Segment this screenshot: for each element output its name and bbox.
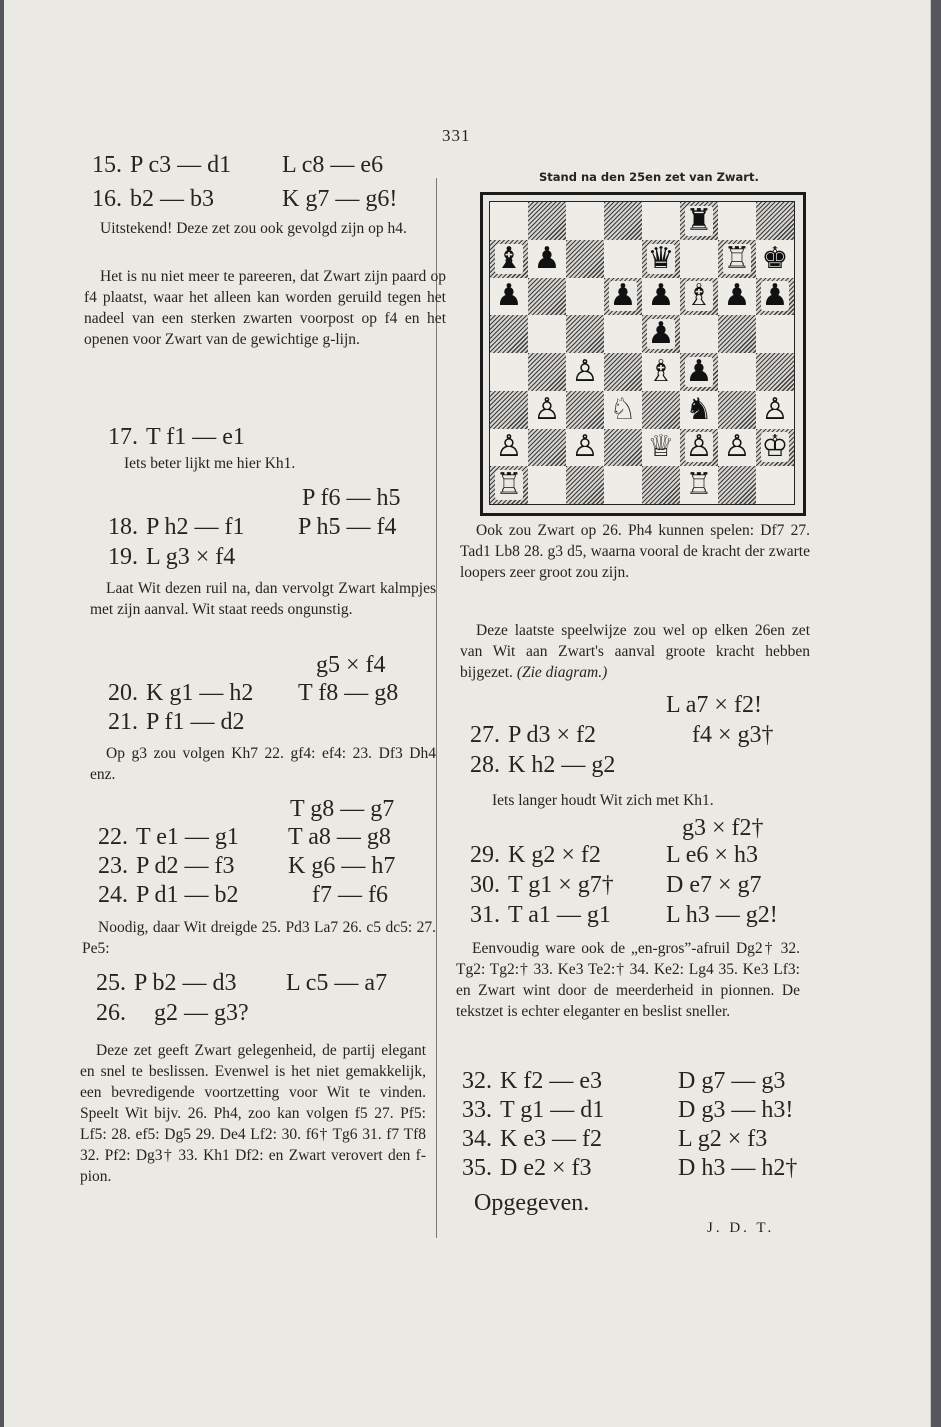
white-move: P d1 — b2: [136, 882, 239, 908]
white-move: D e2 × f3: [500, 1155, 592, 1181]
annotation-paragraph: Uitstekend! Deze zet zou ook gevolgd zijn op h4.: [100, 220, 407, 237]
white-move: L g3 × f4: [146, 544, 236, 570]
square-b6: [528, 278, 566, 316]
chess-piece: ♙: [571, 430, 599, 464]
square-a5: [490, 315, 528, 353]
square-f1: [680, 466, 718, 504]
square-d3: [604, 391, 642, 429]
book-page: [4, 0, 931, 1427]
square-d1: [604, 466, 642, 504]
white-move: T a1 — g1: [508, 902, 611, 928]
move-number: 19.: [108, 544, 138, 570]
square-g7: [718, 240, 756, 278]
chess-piece: ♟: [685, 354, 713, 388]
square-g6: [718, 278, 756, 316]
move-24: [98, 882, 388, 909]
square-c6: [566, 278, 604, 316]
square-b3: [528, 391, 566, 429]
move-number: 32.: [462, 1068, 492, 1094]
chess-piece: ♙: [533, 392, 561, 426]
move-32: [462, 1068, 785, 1095]
square-a2: [490, 429, 528, 467]
chess-piece: ♚: [761, 241, 789, 275]
square-a7: [490, 240, 528, 278]
square-g3: [718, 391, 756, 429]
chess-piece: ♟: [723, 279, 751, 313]
move-number: 27.: [470, 722, 500, 748]
move-number: 17.: [108, 424, 138, 450]
white-move: P f1 — d2: [146, 709, 245, 735]
chess-piece: ♞: [685, 392, 713, 426]
chess-piece: ♗: [685, 279, 713, 313]
move-number: 28.: [470, 752, 500, 778]
square-e8: [642, 202, 680, 240]
move-number: 30.: [470, 872, 500, 898]
square-h2: [756, 429, 794, 467]
white-move: K g2 × f2: [508, 842, 601, 868]
move-number: 24.: [98, 882, 128, 908]
move-number: 31.: [470, 902, 500, 928]
black-move-21: T g8 — g7: [290, 796, 395, 822]
square-h6: [756, 278, 794, 316]
white-move: b2 — b3: [130, 186, 214, 212]
black-move: D g3 — h3!: [678, 1097, 794, 1123]
move-28: [470, 752, 660, 779]
black-move-28: g3 × f2†: [682, 815, 764, 841]
square-d2: [604, 429, 642, 467]
square-c2: [566, 429, 604, 467]
chess-piece: ♟: [647, 317, 675, 351]
square-f7: [680, 240, 718, 278]
square-e7: [642, 240, 680, 278]
black-move: T a8 — g8: [288, 824, 391, 850]
white-move: K h2 — g2: [508, 752, 616, 778]
square-a1: [490, 466, 528, 504]
move-number: 25.: [96, 970, 126, 996]
annotation-paragraph: Laat Wit dezen ruil na, dan vervolgt Zwart kalmpjes met zijn aanval. Wit staat reeds ongunstig.: [90, 580, 436, 618]
square-d4: [604, 353, 642, 391]
square-c7: [566, 240, 604, 278]
chess-piece: ♙: [761, 392, 789, 426]
move-22: [98, 824, 391, 851]
square-b4: [528, 353, 566, 391]
black-move-17: P f6 — h5: [302, 485, 401, 511]
move-number: 21.: [108, 709, 138, 735]
black-move: K g6 — h7: [288, 853, 396, 879]
move-21: [108, 709, 298, 736]
white-move: K e3 — f2: [500, 1126, 602, 1152]
square-g5: [718, 315, 756, 353]
chess-piece: ♙: [495, 430, 523, 464]
move-18: [108, 514, 396, 541]
annotation-paragraph: Eenvoudig ware ook de „en-gros”-afruil Dg2† 32. Tg2: Tg2:† 33. Ke3 Te2:† 34. Ke2: Lg4 35. Ke3 Lf3: en Zwart wint door de meerderheid in pionnen. De tekstzet is echter eleganter en beslist sneller.: [456, 940, 800, 1020]
page-number: 331: [442, 126, 471, 145]
chess-piece: ♕: [647, 430, 675, 464]
black-move: L c8 — e6: [282, 152, 384, 178]
white-move: K g1 — h2: [146, 680, 254, 706]
square-e6: [642, 278, 680, 316]
white-move: P d3 × f2: [508, 722, 596, 748]
chess-piece: ♘: [609, 392, 637, 426]
chess-piece: ♝: [495, 241, 523, 275]
square-a4: [490, 353, 528, 391]
move-23: [98, 853, 395, 880]
square-h1: [756, 466, 794, 504]
chess-piece: ♔: [761, 430, 789, 464]
white-move: P d2 — f3: [136, 853, 235, 879]
annotation-paragraph: Iets beter lijkt me hier Kh1.: [124, 455, 296, 472]
move-number: 22.: [98, 824, 128, 850]
move-33: [462, 1097, 793, 1124]
square-e1: [642, 466, 680, 504]
chess-piece: ♜: [685, 203, 713, 237]
square-e2: [642, 429, 680, 467]
square-h5: [756, 315, 794, 353]
black-move-19: g5 × f4: [316, 652, 386, 678]
move-17: [108, 424, 298, 451]
black-move: P h5 — f4: [298, 514, 397, 540]
square-e4: [642, 353, 680, 391]
chess-piece: ♟: [533, 241, 561, 275]
annotation-paragraph: Noodig, daar Wit dreigde 25. Pd3 La7 26. c5 dc5: 27. Pe5:: [82, 919, 436, 957]
move-19: [108, 544, 298, 571]
author-signature: J. D. T.: [707, 1220, 775, 1236]
square-f3: [680, 391, 718, 429]
chess-piece: ♗: [647, 354, 675, 388]
white-move: P b2 — d3: [134, 970, 237, 996]
black-move: D e7 × g7: [666, 872, 762, 898]
white-move: P c3 — d1: [130, 152, 232, 178]
square-c3: [566, 391, 604, 429]
black-move: K g7 — g6!: [282, 186, 398, 212]
black-move-26: L a7 × f2!: [666, 692, 762, 718]
square-d7: [604, 240, 642, 278]
black-move: L c5 — a7: [286, 970, 388, 996]
move-16: [92, 186, 397, 213]
square-b8: [528, 202, 566, 240]
move-34: [462, 1126, 767, 1153]
black-move: L h3 — g2!: [666, 902, 778, 928]
move-number: 34.: [462, 1126, 492, 1152]
annotation-paragraph: Op g3 zou volgen Kh7 22. gf4: ef4: 23. Df3 Dh4 enz.: [90, 745, 436, 783]
square-c1: [566, 466, 604, 504]
chess-piece: ♖: [495, 468, 523, 502]
move-35: [462, 1155, 797, 1182]
square-a3: [490, 391, 528, 429]
white-move: T g1 — d1: [500, 1097, 605, 1123]
square-h3: [756, 391, 794, 429]
chess-piece: ♟: [761, 279, 789, 313]
square-g4: [718, 353, 756, 391]
white-move: T g1 × g7†: [508, 872, 614, 898]
move-29: [470, 842, 758, 869]
square-d5: [604, 315, 642, 353]
square-a6: [490, 278, 528, 316]
move-number: 20.: [108, 680, 138, 706]
square-g1: [718, 466, 756, 504]
move-20: [108, 680, 398, 707]
annotation-paragraph: Deze laatste speelwijze zou wel op elken 26en zet van Wit aan Zwart's aanval groote kracht hebben bijgezet. (Zie diagram.): [460, 622, 810, 681]
white-move: K f2 — e3: [500, 1068, 602, 1094]
move-number: 23.: [98, 853, 128, 879]
chess-piece: ♖: [685, 468, 713, 502]
move-27: [470, 722, 774, 749]
resignation: Opgegeven.: [474, 1190, 590, 1216]
square-c4: [566, 353, 604, 391]
square-g2: [718, 429, 756, 467]
move-number: 16.: [92, 186, 122, 212]
chess-piece: ♛: [647, 241, 675, 275]
chess-piece: ♖: [723, 241, 751, 275]
square-f6: [680, 278, 718, 316]
move-number: 15.: [92, 152, 122, 178]
square-b5: [528, 315, 566, 353]
square-b1: [528, 466, 566, 504]
annotation-paragraph: Ook zou Zwart op 26. Ph4 kunnen spelen: Df7 27. Tad1 Lb8 28. g3 d5, waarna vooral de kracht der zwarte loopers zeer groot zou zijn.: [460, 522, 810, 581]
square-f2: [680, 429, 718, 467]
square-e3: [642, 391, 680, 429]
black-move: f4 × g3†: [692, 722, 774, 748]
white-move: T f1 — e1: [146, 424, 245, 450]
black-move: D g7 — g3: [678, 1068, 786, 1094]
chess-piece: ♟: [647, 279, 675, 313]
chess-piece: ♟: [609, 279, 637, 313]
black-move: L e6 × h3: [666, 842, 758, 868]
move-number: 26.: [96, 1000, 126, 1026]
square-b7: [528, 240, 566, 278]
move-number: 29.: [470, 842, 500, 868]
chess-piece: ♙: [685, 430, 713, 464]
black-move: D h3 — h2†: [678, 1155, 798, 1181]
move-25: [96, 970, 387, 997]
square-d8: [604, 202, 642, 240]
square-f8: [680, 202, 718, 240]
square-h4: [756, 353, 794, 391]
move-number: 35.: [462, 1155, 492, 1181]
chess-piece: ♟: [495, 279, 523, 313]
square-h8: [756, 202, 794, 240]
move-15: [92, 152, 383, 179]
square-e5: [642, 315, 680, 353]
annotation-paragraph: Iets langer houdt Wit zich met Kh1.: [492, 792, 714, 809]
black-move: T f8 — g8: [298, 680, 399, 706]
annotation-paragraph: Het is nu niet meer te pareeren, dat Zwart zijn paard op f4 plaatst, waar het alleen kan worden geruild tegen het nadeel van een sterken zwarten voorpost op f4 en het openen voor Zwart van de gewichtige g-lijn.: [84, 268, 446, 348]
move-number: 18.: [108, 514, 138, 540]
square-a8: [490, 202, 528, 240]
chess-diagram: [480, 192, 806, 516]
square-g8: [718, 202, 756, 240]
black-move: f7 — f6: [312, 882, 388, 908]
square-d6: [604, 278, 642, 316]
move-26: [96, 1000, 306, 1027]
annotation-paragraph: Deze zet geeft Zwart gelegenheid, de partij elegant en snel te beslissen. Evenwel is het niet gemakkelijk, een bevredigende voortzetting voor Wit te vinden. Speelt Wit bijv. 26. Ph4, zoo kan volgen f5 27. Pf5: Lf5: 28. ef5: Dg5 29. De4 Lf2: 30. f6† Tg6 31. f7 Tf8 32. Pf2: Dg3† 33. Kh1 Df2: en Zwart verovert den f-pion.: [80, 1042, 426, 1185]
move-30: [470, 872, 762, 899]
square-f4: [680, 353, 718, 391]
chess-piece: ♙: [723, 430, 751, 464]
diagram-reference: (Zie diagram.): [516, 664, 608, 681]
diagram-caption: Stand na den 25en zet van Zwart.: [539, 170, 759, 184]
white-move: P h2 — f1: [146, 514, 245, 540]
square-f5: [680, 315, 718, 353]
square-c8: [566, 202, 604, 240]
chessboard: [489, 201, 795, 505]
white-move: g2 — g3?: [154, 1000, 249, 1026]
move-number: 33.: [462, 1097, 492, 1123]
black-move: L g2 × f3: [678, 1126, 768, 1152]
square-c5: [566, 315, 604, 353]
square-h7: [756, 240, 794, 278]
white-move: T e1 — g1: [136, 824, 239, 850]
chess-piece: ♙: [571, 354, 599, 388]
square-b2: [528, 429, 566, 467]
move-31: [470, 902, 778, 929]
